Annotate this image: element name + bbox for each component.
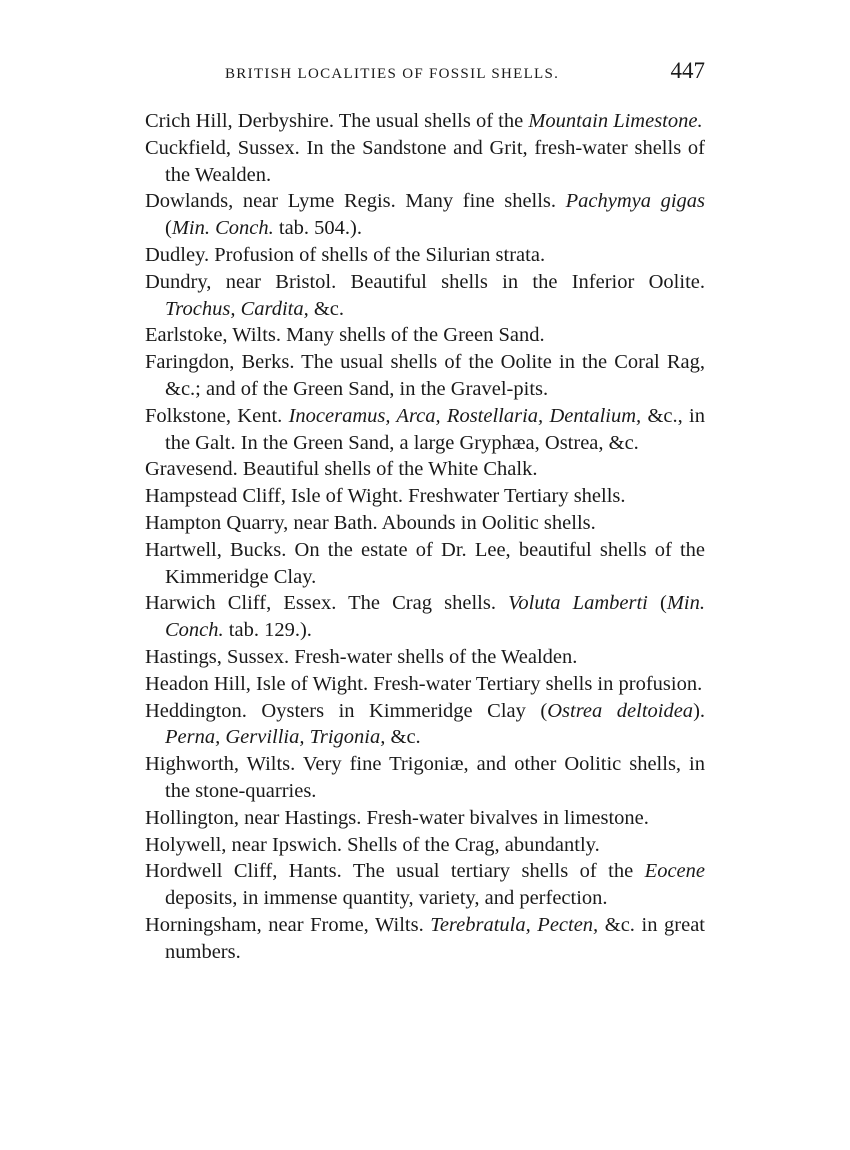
italic-text: Pachymya gigas [565, 190, 706, 213]
locality-entry [145, 832, 705, 859]
entry-text: Dudley. Profusion of shells of the Silurian strata. [145, 243, 546, 266]
italic-text: Terebratula, Pecten, [430, 913, 599, 936]
locality-entry [145, 135, 705, 189]
entry-text: Hordwell Cliff, Hants. The usual tertiary shells of the [145, 860, 645, 883]
entry-text: Crich Hill, Derbyshire. The usual shells of the [145, 110, 529, 132]
italic-text: Ostrea deltoidea [547, 699, 694, 722]
locality-entry [145, 349, 705, 403]
italic-text: Min. Conch. [165, 592, 705, 642]
entry-text: Hartwell, Bucks. On the estate of Dr. Lee, beautiful shells of the Kimmeridge Clay. [145, 538, 705, 588]
italic-text: Perna, Gervillia, Trigonia, [165, 726, 386, 749]
entry-text: Earlstoke, Wilts. Many shells of the Green Sand. [145, 324, 545, 347]
entry-text: Dundry, near Bristol. Beautiful shells in the Inferior Oolite. [145, 270, 705, 293]
italic-text: Trochus, Cardita, [165, 297, 309, 320]
entry-text: &c. [308, 297, 345, 320]
locality-entry [145, 108, 705, 135]
entry-text: ( [165, 217, 172, 240]
locality-entry [145, 403, 705, 457]
entry-text: &c., in the Galt. In the Green Sand, a large Gryphæa, Ostrea, &c. [165, 404, 706, 454]
entry-text: &c. [385, 726, 421, 749]
italic-text: Voluta Lamberti [508, 592, 648, 615]
locality-entry [145, 644, 705, 671]
entry-text: Headon Hill, Isle of Wight. Fresh-water Tertiary shells in profusion. [145, 672, 703, 695]
locality-entry [145, 751, 705, 805]
running-title: BRITISH LOCALITIES OF FOSSIL SHELLS. [225, 66, 560, 82]
locality-entry [145, 698, 705, 752]
locality-entry [145, 242, 705, 269]
italic-text: Inoceramus, Arca, Rostellaria, Dentalium, [288, 404, 642, 427]
entry-text: Hollington, near Hastings. Fresh-water bivalves in limestone. [145, 806, 649, 829]
entry-text: Harwich Cliff, Essex. The Crag shells. [145, 592, 509, 615]
entry-text: Heddington. Oysters in Kimmeridge Clay ( [145, 699, 548, 722]
locality-list [145, 108, 705, 966]
entry-text: Gravesend. Beautiful shells of the White Chalk. [145, 458, 538, 481]
entry-text: ). [693, 699, 706, 722]
entry-text: Folkstone, Kent. [145, 404, 289, 427]
entry-text: Hastings, Sussex. Fresh-water shells of the Wealden. [145, 645, 578, 668]
entry-text: Cuckfield, Sussex. In the Sandstone and Grit, fresh-water shells of the Wealden. [145, 136, 705, 186]
locality-entry [145, 912, 705, 966]
locality-entry [145, 590, 705, 644]
entry-text: Highworth, Wilts. Very fine Trigoniæ, and other Oolitic shells, in the stone-quarries. [145, 753, 705, 802]
page-number: 447 [670, 58, 705, 83]
entry-text: Dowlands, near Lyme Regis. Many fine shells. [145, 190, 566, 213]
italic-text: Min. Conch. [171, 217, 274, 240]
entry-text: Faringdon, Berks. The usual shells of the Oolite in the Coral Rag, &c.; and of the Green Sand, in the Gravel-pits. [145, 351, 705, 400]
book-page [145, 58, 705, 966]
locality-entry [145, 858, 705, 912]
entry-text: deposits, in immense quantity, variety, and perfection. [165, 887, 608, 910]
locality-entry [145, 671, 705, 698]
running-head [145, 58, 705, 94]
entry-text: Hampton Quarry, near Bath. Abounds in Oolitic shells. [145, 511, 596, 534]
italic-text: Eocene [644, 860, 705, 883]
locality-entry [145, 510, 705, 537]
locality-entry [145, 269, 705, 323]
entry-text: Hampstead Cliff, Isle of Wight. Freshwater Tertiary shells. [145, 485, 626, 508]
entry-text: Holywell, near Ipswich. Shells of the Crag, abundantly. [145, 833, 600, 856]
entry-text: ( [647, 592, 667, 615]
italic-text: Mountain Limestone. [528, 110, 703, 132]
entry-text: &c. in great numbers. [165, 913, 705, 963]
locality-entry [145, 483, 705, 510]
locality-entry [145, 188, 705, 242]
entry-text: tab. 504.). [273, 217, 362, 240]
entry-text: Horningsham, near Frome, Wilts. [145, 913, 431, 936]
locality-entry [145, 805, 705, 832]
locality-entry [145, 537, 705, 591]
entry-text: tab. 129.). [223, 619, 312, 642]
locality-entry [145, 456, 705, 483]
locality-entry [145, 322, 705, 349]
